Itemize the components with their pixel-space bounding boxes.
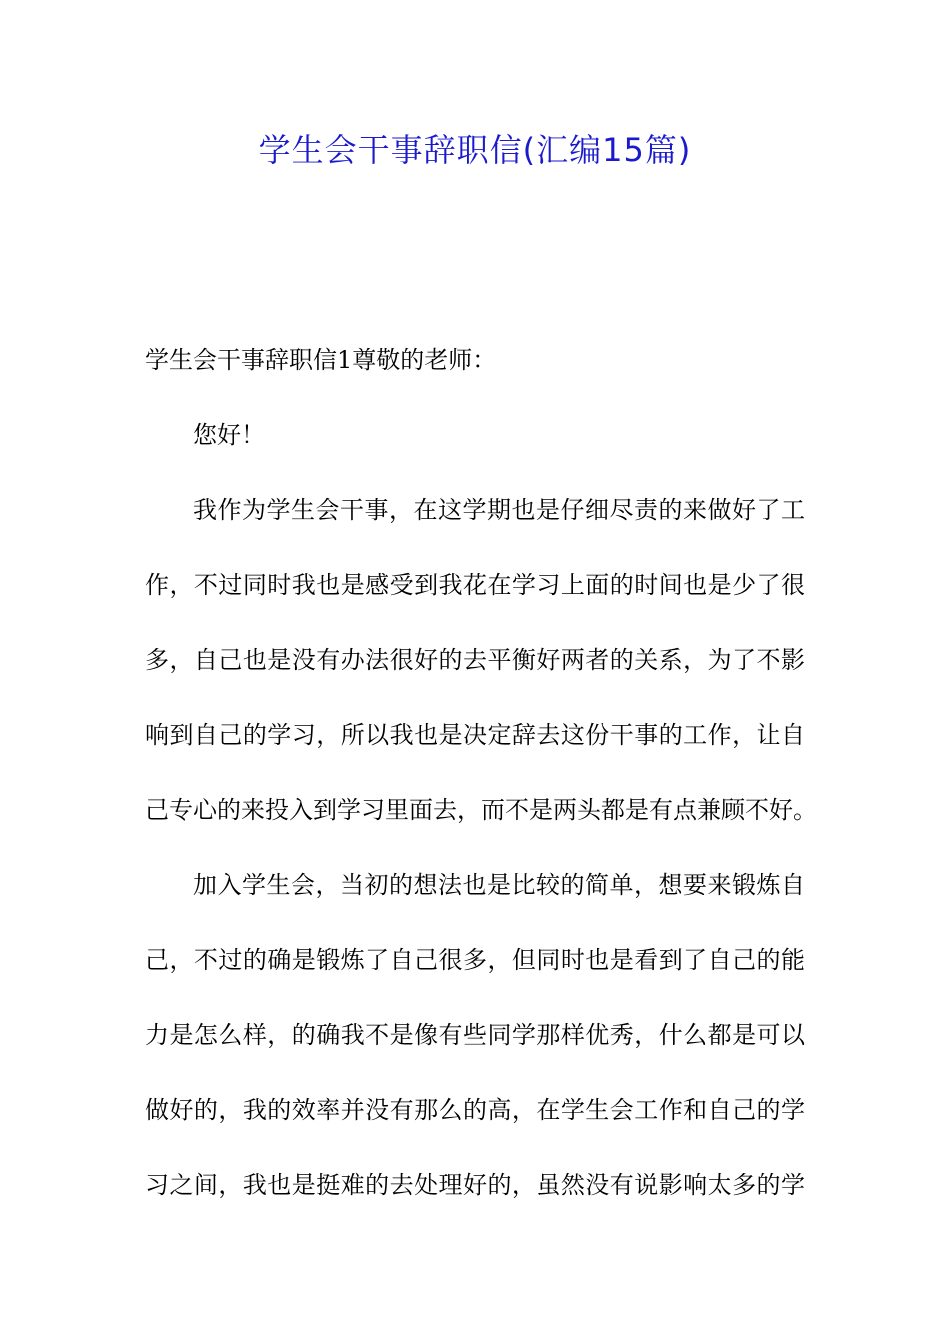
text-line: 力是怎么样，的确我不是像有些同学那样优秀，什么都是可以	[145, 1021, 805, 1049]
text-line: 加入学生会，当初的想法也是比较的简单，想要来锻炼自	[193, 871, 805, 899]
document-title: 学生会干事辞职信(汇编15篇)	[258, 131, 692, 169]
paragraph-1	[145, 490, 817, 865]
letter-heading: 学生会干事辞职信1尊敬的老师：	[145, 346, 497, 374]
text-line: 作，不过同时我也是感受到我花在学习上面的时间也是少了很	[145, 571, 805, 599]
letter-greeting: 您好！	[193, 421, 265, 449]
text-line: 己专心的来投入到学习里面去，而不是两头都是有点兼顾不好。	[145, 796, 817, 824]
text-line: 习之间，我也是挺难的去处理好的，虽然没有说影响太多的学	[145, 1171, 805, 1199]
text-line: 己，不过的确是锻炼了自己很多，但同时也是看到了自己的能	[145, 946, 805, 974]
text-line: 响到自己的学习，所以我也是决定辞去这份干事的工作，让自	[145, 721, 805, 749]
text-line: 多，自己也是没有办法很好的去平衡好两者的关系，为了不影	[145, 646, 805, 674]
text-line: 做好的，我的效率并没有那么的高，在学生会工作和自己的学	[145, 1096, 805, 1124]
paragraph-2	[145, 865, 805, 1240]
text-line: 我作为学生会干事，在这学期也是仔细尽责的来做好了工	[193, 496, 805, 524]
